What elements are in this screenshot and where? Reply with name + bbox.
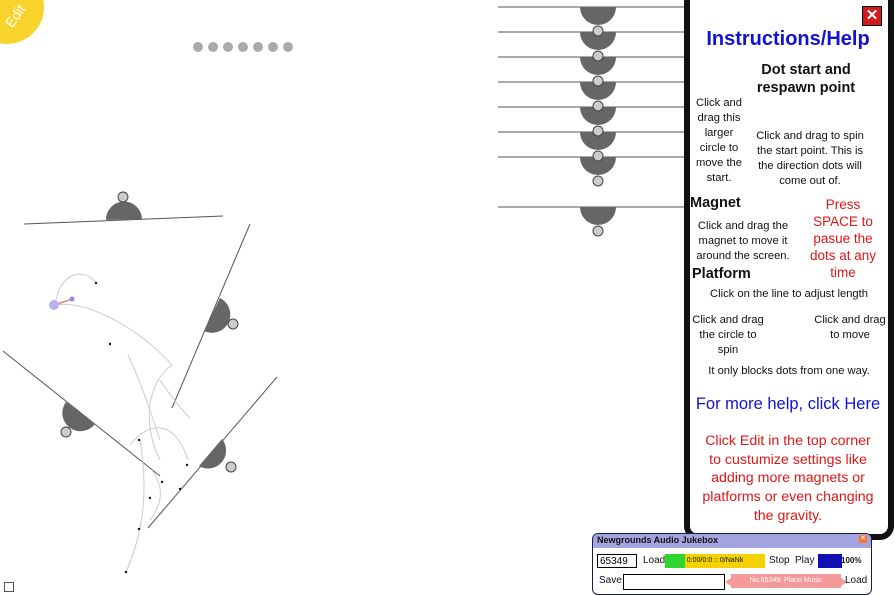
moving-dots [95, 282, 188, 573]
close-icon[interactable]: ✕ [862, 6, 882, 26]
magnet-text: Click and drag the magnet to move it around the screen. [696, 220, 790, 262]
platform[interactable] [148, 377, 277, 528]
dot-start-heading: Dot start and respawn point [756, 62, 856, 96]
queued-dot [268, 42, 278, 52]
time-readout: 0:00/0:0 :: 0/NaNk [686, 557, 744, 564]
more-help-link[interactable]: For more help, click Here [695, 395, 881, 413]
platform-heading: Platform [692, 266, 751, 282]
edit-hint-text: Click Edit in the top corner to custumize settings like adding more magnets or platforms or even changing the gravity. [702, 433, 874, 524]
platform[interactable] [3, 351, 160, 476]
load2-button[interactable]: Load [845, 575, 868, 586]
move-platform-text: Click and drag to move [814, 314, 886, 341]
queued-dot [223, 42, 233, 52]
play-button[interactable]: Play [795, 555, 815, 566]
song-id-field[interactable]: 65349 [597, 554, 637, 568]
save-field[interactable] [623, 574, 725, 590]
spin-platform-text: Click and drag the circle to spin [692, 314, 764, 356]
spin-start-text: Click and drag to spin the start point. This is the direction dots will come out of. [756, 130, 864, 187]
magnet-heading: Magnet [690, 195, 741, 211]
track-name: No.65349: Piano Music [731, 574, 841, 588]
platform[interactable] [172, 224, 250, 408]
queued-dot [193, 42, 203, 52]
volume-slider[interactable] [818, 554, 842, 568]
start-direction-handle[interactable] [70, 297, 75, 302]
dot-start-point[interactable] [49, 297, 75, 311]
one-way-text: It only blocks dots from one way. [708, 365, 870, 377]
pause-text: Press SPACE to pasue the dots at any time [809, 197, 877, 280]
volume-readout: 100% [841, 556, 862, 565]
stop-button[interactable]: Stop [769, 555, 790, 566]
platform[interactable] [24, 192, 223, 224]
load-button[interactable]: Load [643, 555, 666, 566]
edit-tab-label[interactable]: Edit [1, 1, 29, 31]
help-title: Instructions/Help [706, 28, 870, 50]
checkbox[interactable] [4, 582, 14, 592]
dot-queue [193, 42, 293, 52]
platform-stack[interactable] [498, 7, 700, 236]
queued-dot [283, 42, 293, 52]
platform-text: Click on the line to adjust length [710, 288, 868, 300]
load-progress [665, 554, 765, 568]
queued-dot [208, 42, 218, 52]
close-icon[interactable]: ✕ [860, 535, 866, 542]
drag-circle-text: Click and drag this larger circle to move the start. [695, 97, 743, 184]
save-button[interactable]: Save [599, 575, 622, 586]
audio-player-title: Newgrounds Audio Jukebox [593, 534, 871, 548]
queued-dot [238, 42, 248, 52]
audio-player [592, 533, 872, 595]
queued-dot [253, 42, 263, 52]
